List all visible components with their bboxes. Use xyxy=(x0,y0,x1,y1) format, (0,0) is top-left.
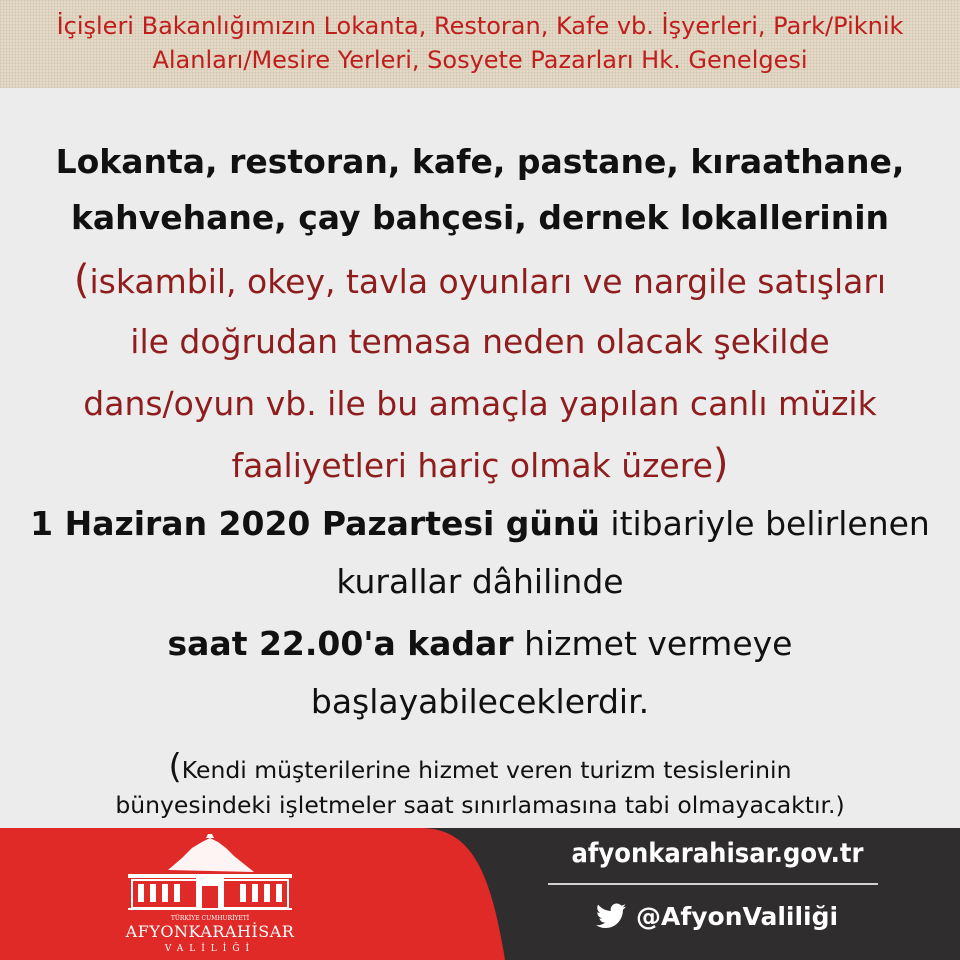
note-line-2: bünyesindeki işletmeler saat sınırlamasına tabi olmayacaktır.) xyxy=(115,791,845,819)
twitter-bird-icon xyxy=(596,903,626,929)
twitter-handle-text: @AfyonValiliği xyxy=(636,901,839,931)
twitter-handle[interactable] xyxy=(596,896,838,936)
footer-bar xyxy=(0,828,960,960)
body-line-1: Lokanta, restoran, kafe, pastane, kıraathane, xyxy=(55,142,905,181)
body-line-5: dans/oyun vb. ile bu amaçla yapılan canlı müzik xyxy=(83,384,877,423)
footer-divider xyxy=(548,883,878,885)
body-line-3: (iskambil, okey, tavla oyunları ve nargile satışları xyxy=(73,257,887,303)
body-line-7: 1 Haziran 2020 Pazartesi günü itibariyle belirlenen xyxy=(30,504,930,543)
afyonkarahisar-valiligi-logo xyxy=(110,834,310,956)
header-title-line-1: İçişleri Bakanlığımızın Lokanta, Restoran, Kafe vb. İşyerleri, Park/Piknik xyxy=(56,12,904,40)
body-line-2: kahvehane, çay bahçesi, dernek lokallerinin xyxy=(70,198,890,237)
body-line-9: saat 22.00'a kadar hizmet vermeye xyxy=(167,624,793,663)
body-line-8: kurallar dâhilinde xyxy=(336,562,624,601)
logo-small-text: TÜRKİYE CUMHURİYETİ xyxy=(170,915,250,922)
body-line-4: ile doğrudan temasa neden olacak şekilde xyxy=(130,322,830,361)
announcement-header xyxy=(0,0,960,88)
website-link[interactable]: afyonkarahisar.gov.tr xyxy=(571,838,864,869)
header-title-line-2: Alanları/Mesire Yerleri, Sosyete Pazarları Hk. Genelgesi xyxy=(152,46,808,74)
logo-sub-text: VALİLİĞİ xyxy=(164,944,256,954)
logo-main-text: AFYONKARAHİSAR xyxy=(125,922,295,941)
body-line-10: başlayabileceklerdir. xyxy=(310,682,650,721)
announcement-body xyxy=(0,88,960,828)
body-line-6: faaliyetleri hariç olmak üzere) xyxy=(231,441,729,487)
note-line-1: (Kendi müşterilerine hizmet veren turizm tesislerinin xyxy=(168,747,792,787)
